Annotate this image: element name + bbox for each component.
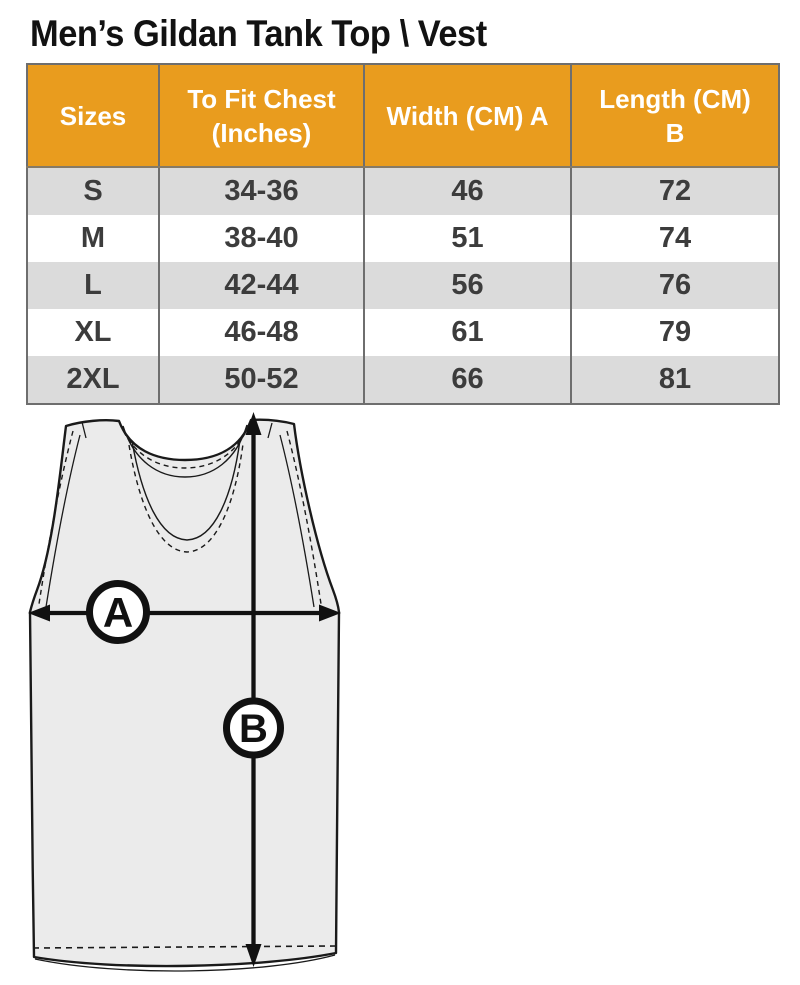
cell-chest: 34-36 [159, 167, 364, 215]
cell-chest: 42-44 [159, 262, 364, 309]
size-row-l [27, 262, 779, 309]
size-row-s [27, 167, 779, 215]
cell-length: 74 [571, 215, 779, 262]
cell-length: 81 [571, 356, 779, 404]
page-title: Men’s Gildan Tank Top \ Vest [30, 13, 487, 54]
width-label: A [102, 589, 134, 636]
cell-width: 56 [364, 262, 571, 309]
cell-size: 2XL [27, 356, 159, 404]
cell-width: 61 [364, 309, 571, 356]
header-line: Width (CM) A [386, 100, 549, 131]
header-line: B [665, 117, 685, 148]
header-line: Sizes [59, 100, 127, 131]
cell-length: 79 [571, 309, 779, 356]
cell-width: 66 [364, 356, 571, 404]
cell-length: 72 [571, 167, 779, 215]
column-header-width [364, 64, 571, 167]
length-label: B [239, 707, 268, 751]
size-row-2xl [27, 356, 779, 404]
header-line: To Fit Chest [187, 83, 336, 114]
width-label-badge [90, 584, 147, 641]
tank-body-outline [30, 420, 339, 966]
cell-chest: 50-52 [159, 356, 364, 404]
cell-width: 46 [364, 167, 571, 215]
cell-size: L [27, 262, 159, 309]
cell-chest: 38-40 [159, 215, 364, 262]
size-row-m [27, 215, 779, 262]
column-header-chest [159, 64, 364, 167]
size-chart [26, 63, 778, 405]
length-label-badge [227, 701, 281, 755]
tank-top-measurement-diagram [20, 408, 360, 985]
cell-length: 76 [571, 262, 779, 309]
cell-width: 51 [364, 215, 571, 262]
cell-size: M [27, 215, 159, 262]
cell-size: XL [27, 309, 159, 356]
size-chart-table [26, 63, 780, 405]
header-line: Length (CM) [599, 83, 751, 114]
cell-chest: 46-48 [159, 309, 364, 356]
column-header-sizes [27, 64, 159, 167]
header-line: (Inches) [211, 117, 312, 148]
cell-size: S [27, 167, 159, 215]
size-row-xl [27, 309, 779, 356]
header-row [27, 64, 779, 167]
column-header-length [571, 64, 779, 167]
